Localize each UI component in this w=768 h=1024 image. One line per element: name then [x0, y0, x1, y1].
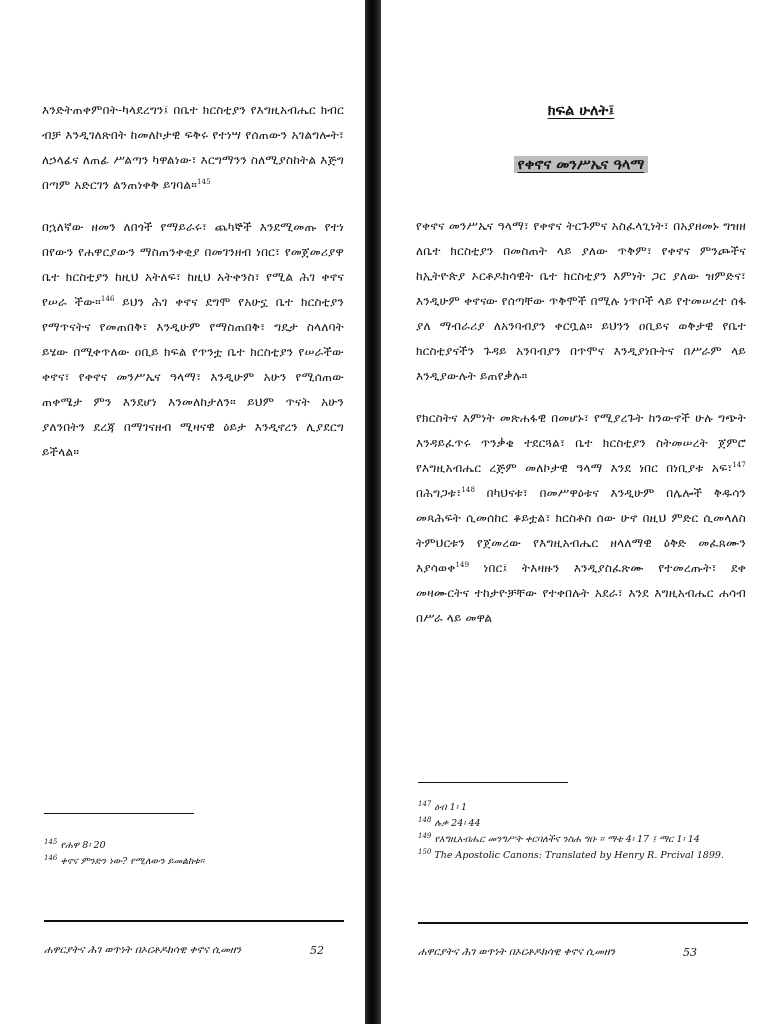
- running-footer: ሐዋርያትና ሕገ ወጥነት በኦርቶዶክሳዊ ቀኖና ሲመዘን: [44, 944, 242, 956]
- paragraph: [42, 215, 344, 465]
- footnote-number: 148: [418, 815, 432, 824]
- book-gutter: [365, 0, 381, 1024]
- footnote-text: The Apostolic Canons: Translated by Henry R. Prcival 1899.: [434, 850, 724, 861]
- paragraph-text: ነበር፤ ትእዛዙን እንዲያስፈጽሙ የተመረጡት፣ ደቀ መዛሙርትና ተከታዮቻቸው የተቀበሉት አደራ፣ እንደ እግዚአብሔር ሐሳብ በሥራ ላይ መዋል: [416, 561, 746, 625]
- footnote-divider: [418, 782, 568, 783]
- footnote-number: 146: [44, 853, 58, 862]
- paragraph-text: ይህን ሕገ ቀኖና ደግሞ የአሁኗ ቤተ ክርስቲያን የማጥናትና የመጠበቅ፣ እንዲሁም የማስጠበቅ፣ ግዴታ ስላለባት ይሄው በሚቀጥለው ዐቢይ ክፍል የጥንቷ ቤተ ክርስቲያን የሠራችው ቀኖና፣ የቀኖና መንሥኤና ዓላማ፣ እንዲሁም አሁን የሚሰጠው ጠቀሜታ ምን እንደሆነ እንመለከታለን። ይህም ጥናት አሁን ያለንበትን ደረጃ በማገናዘብ ሚዛናዊ ዕይታ እንዲኖረን ሊያደርግ ይችላል።: [42, 295, 344, 459]
- left-page-body: [42, 98, 344, 482]
- page-number: 52: [310, 944, 324, 957]
- footnote-number: 149: [418, 831, 432, 840]
- footnotes: [44, 838, 344, 870]
- paragraph-text: የክርስትና እምነት መጽሐፋዊ በመሆኑ፣ የሚያረጉት ከንውኖች ሁሉ ግጭት እንዳይፈጥሩ ጥንቃቄ ተደርጓል፣ ቤተ ክርስቲያን ስትመሠረት ጀምሮ የእግዚአብሔር ረጅም መለኮታዊ ዓላማ እንደ ነበር በነቢያቱ አፍ፣: [416, 411, 746, 475]
- running-footer: ሐዋርያትና ሕገ ወጥነት በኦርቶዶክሳዊ ቀኖና ሲመዘን: [418, 946, 616, 958]
- paragraph-text: በካህናቱ፣ በመሥዋዕቱና እንዲሁም በሌሎች ቅዱሳን መጻሕፍት ሲመሰከር ቆይቷል፣ ክርስቶስ ሰው ሁኖ በዚህ ምድር ሲመላለስ ትምህርቱን የጀመረው የእግዚአብሔር ዘላለማዊ ዕቅድ መፈጸሙን እያሳወቀ: [416, 486, 746, 575]
- footnote-ref: 145: [197, 177, 211, 186]
- right-page-body: [416, 214, 746, 648]
- paragraph-text: የቀኖና መንሥኤና ዓላማ፣ የቀኖና ትርጉምና አስፈላጊነት፣ በአያዘመኑ ግዝዘ ለቤተ ክርስቲያን በመስጠት ላይ ያለው ጥቅም፣ የቀኖና ምንጮችና ከኢትዮጵያ ኦርቶዶክሳዊት ቤተ ክርስቲያን እምነት ጋር ያለው ዝምድና፣ እንዲሁም ቀኖናው የሰጣቸው ጥቅሞች በሚሉ ነጥቦች ላይ የተመሠረተ ሰፋ ያለ ማብራሪያ ለአንባብያን ቀርቧል። ይህንን ዐቢይና ወቅታዊ የቤተ ክርስቲያናችን ጉዳይ አንባብያን በጥሞና እንዲያነቡትና በሥራም ላይ እንዲያውሉት ይጠየቃሉ።: [416, 219, 746, 383]
- footnote-text: የእግዚአብሔር መንግሥት ቀርባለችና ንስሐ ግቡ ። ማቴ 4፡ 17 ፤ ማር 1፡ 14: [434, 834, 700, 845]
- footer-divider: [44, 920, 344, 922]
- footnote-number: 145: [44, 837, 58, 846]
- left-page: [0, 0, 365, 1024]
- paragraph: [42, 98, 344, 198]
- footnote-ref: 149: [455, 560, 470, 569]
- footnote-text: ሉቃ 24፡ 44: [434, 818, 481, 829]
- footnote-divider: [44, 813, 194, 814]
- footnotes: [418, 800, 748, 864]
- footnote-text: ዕብ 1፡ 1: [434, 802, 468, 813]
- paragraph-text: እንድትጠቀምበት-ካላደረግን፤ በቤተ ክርስቲያን የእግዚአብሔር ክብር ብቻ እንዲገለጽበት ከመለኮታዊ ፍቅሩ የተነሣ የሰጠውን አገልግሎት፣ ለኃላፊና ለጠፊ ሥልጣን ካዋልነው፣ እርግማንን ስለሚያስከትል እጅግ በጣም አድርገን ልንጠነቀቅ ይገባል።: [42, 103, 344, 192]
- footnote-text: የሐዋ 8፡ 20: [60, 840, 106, 851]
- paragraph: [416, 214, 746, 389]
- page-number: 53: [683, 946, 697, 959]
- footnote-ref: 146: [100, 294, 115, 303]
- footnote: [418, 800, 748, 816]
- footnote-number: 147: [418, 799, 432, 808]
- footnote-text: ቀኖና ምንድን ነው? የሚለውን ይመልከቱ።: [60, 856, 205, 867]
- footnote-number: 150: [418, 847, 432, 856]
- right-page: [381, 0, 768, 1024]
- footnote: [418, 832, 748, 848]
- footnote: [418, 816, 748, 832]
- paragraph: [416, 406, 746, 631]
- paragraph-text: በኋለኛው ዘመን ለበጎች የማይራሩ፣ ጨካኞች እንደሚመጡ የተነ በየውን የሐዋርያውን ማስጠንቀቂያ በመገንዘብ ነበር፣ የመጀመሪያዋ ቤተ ክርስቲያን ከዚህ አትለፍ፣ ከዚህ አትቀንስ፣ የሚል ሕገ ቀኖና የሠራ ችው።: [42, 220, 344, 309]
- footer-divider: [418, 922, 748, 924]
- footnote: [418, 848, 748, 864]
- paragraph-text: በሕግጋቱ፣: [416, 486, 462, 500]
- footnote-ref: 147: [732, 460, 746, 469]
- part-title: ክፍል ሁለት፤: [547, 102, 615, 119]
- section-title: የቀኖና መንሥኤና ዓላማ: [416, 154, 746, 176]
- footnote: [44, 838, 344, 854]
- footnote: [44, 854, 344, 870]
- footnote-ref: 148: [461, 485, 476, 494]
